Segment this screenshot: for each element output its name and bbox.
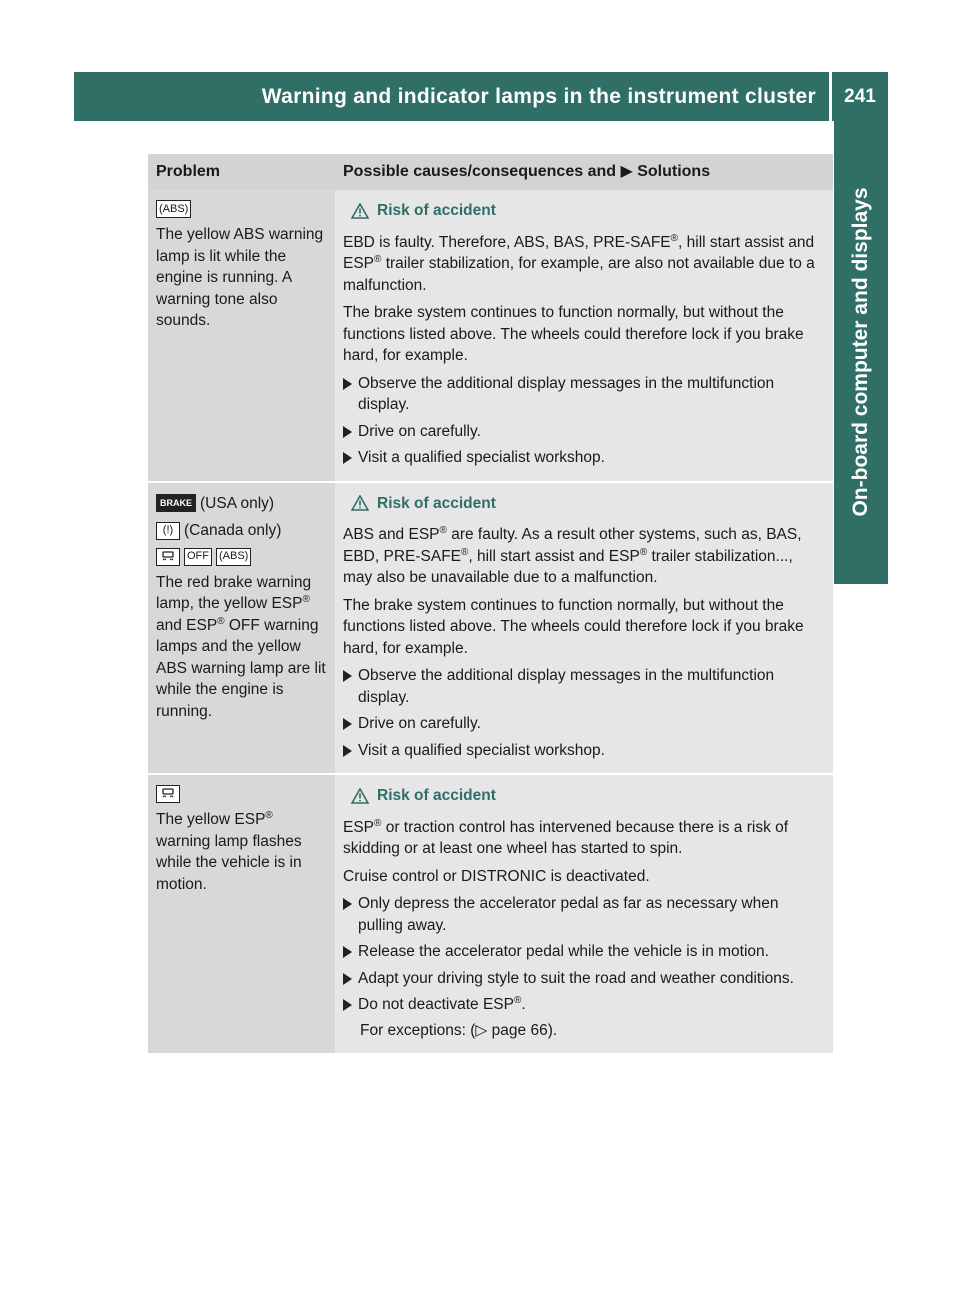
page-title: Warning and indicator lamps in the instrument cluster [261, 84, 816, 108]
esp-lamp-icon [156, 785, 180, 803]
solution-step: Only depress the accelerator pedal as far as necessary when pulling away. [343, 893, 825, 936]
solution-step: Release the accelerator pedal while the vehicle is in motion. [343, 941, 825, 963]
risk-heading [351, 785, 825, 807]
warning-triangle-icon [351, 788, 369, 804]
step-arrow-icon [343, 718, 352, 730]
solution-cell [335, 774, 833, 1053]
step-arrow-icon [343, 999, 352, 1011]
consequence-text: The brake system continues to function normally, but without the functions listed above. The wheels could therefore lock if you brake hard, for example. [343, 596, 804, 657]
brake-warning-lamp-icon: BRAKE [156, 494, 196, 512]
solution-step: Visit a qualified specialist workshop. [343, 740, 825, 762]
risk-heading [351, 200, 825, 222]
problem-text: The red brake warning lamp, the yellow ESP® and ESP® OFF warning lamps and the yellow ABS warning lamp are lit while the engine is running. [156, 573, 326, 720]
cause-text: ESP® or traction control has intervened because there is a risk of skidding or at least one wheel has started to spin. [343, 817, 789, 857]
table-row [148, 774, 833, 1053]
step-arrow-icon [343, 946, 352, 958]
page-reference-note: For exceptions: (▷ page 66). [360, 1021, 558, 1039]
solution-step: Drive on carefully. [343, 421, 825, 443]
cause-text: ABS and ESP® are faulty. As a result other systems, such as, BAS, EBD, PRE-SAFE®, hill start assist and ESP® trailer stabilization..., may also be unavailable due to a malfunction. [343, 524, 802, 586]
warning-triangle-icon [351, 203, 369, 219]
consequence-text: Cruise control or DISTRONIC is deactivated. [343, 867, 650, 885]
solution-cell [335, 482, 833, 775]
abs-warning-lamp-icon: (ABS) [216, 548, 251, 566]
problem-text: The yellow ABS warning lamp is lit while the engine is running. A warning tone also sounds. [156, 226, 324, 329]
column-header-solutions: Possible causes/consequences and ▶ Solutions [335, 154, 833, 190]
page-number: 241 [844, 85, 876, 107]
warning-lamps-table [148, 154, 833, 1053]
step-arrow-icon [343, 745, 352, 757]
solution-cell [335, 190, 833, 482]
solution-step: Adapt your driving style to suit the road and weather conditions. [343, 968, 825, 990]
solution-step: Visit a qualified specialist workshop. [343, 447, 825, 469]
problem-cell [148, 482, 335, 775]
solution-step: Observe the additional display messages in the multifunction display. [343, 373, 825, 416]
problem-cell [148, 190, 335, 482]
canada-only-label: (Canada only) [184, 522, 282, 539]
risk-label: Risk of accident [377, 787, 496, 804]
problem-text: The yellow ESP® warning lamp flashes while the vehicle is in motion. [156, 809, 302, 893]
risk-label: Risk of accident [377, 494, 496, 512]
risk-heading [351, 493, 825, 515]
section-tab-label-wrap [834, 121, 888, 584]
usa-only-label: (USA only) [200, 494, 275, 512]
step-arrow-icon [343, 378, 352, 390]
column-header-problem: Problem [148, 154, 335, 190]
problem-cell [148, 774, 335, 1053]
step-arrow-icon [343, 898, 352, 910]
esp-lamp-icon [156, 548, 180, 566]
table-row [148, 190, 833, 482]
solution-step: Observe the additional display messages in the multifunction display. [343, 665, 825, 708]
esp-off-lamp-icon: OFF [184, 548, 212, 566]
cause-text: EBD is faulty. Therefore, ABS, BAS, PRE-SAFE®, hill start assist and ESP® trailer stabilization, for example, are also not available due to a malfunction. [343, 232, 815, 294]
step-arrow-icon [343, 973, 352, 985]
solution-step: Drive on carefully. [343, 713, 825, 735]
step-arrow-icon [343, 426, 352, 438]
section-tab-marker [834, 530, 888, 584]
brake-canada-lamp-icon: (!) [156, 522, 180, 540]
abs-warning-lamp-icon: (ABS) [156, 200, 191, 218]
solution-step: Do not deactivate ESP®. [343, 994, 825, 1016]
risk-label: Risk of accident [377, 202, 496, 219]
consequence-text: The brake system continues to function normally, but without the functions listed above. The wheels could therefore lock if you brake hard, for example. [343, 304, 804, 364]
step-arrow-icon [343, 670, 352, 682]
step-arrow-icon [343, 452, 352, 464]
section-tab-label: On-board computer and displays [849, 187, 872, 517]
table-row [148, 482, 833, 775]
warning-triangle-icon [351, 495, 369, 511]
